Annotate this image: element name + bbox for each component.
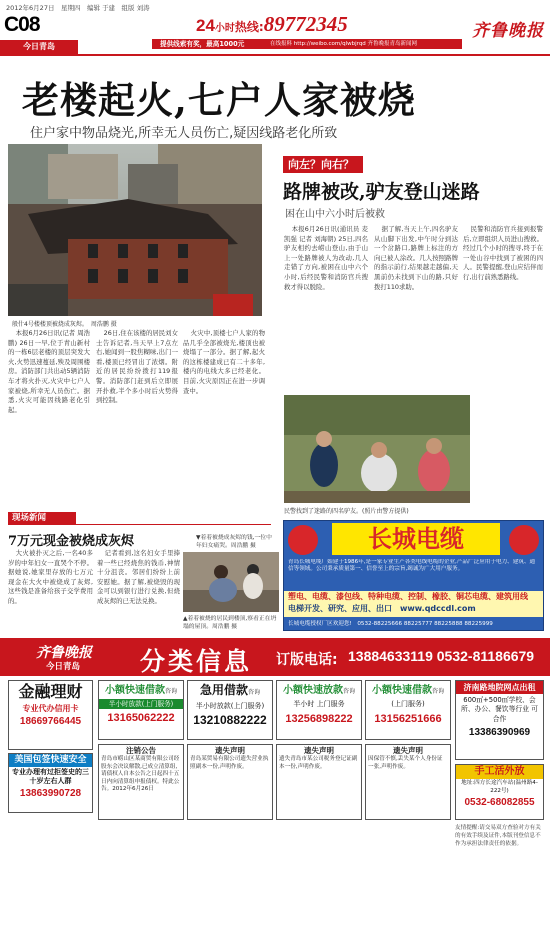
classified-logo-sub: 今日青岛 xyxy=(46,662,81,672)
third-title: 7万元现金被烧成灰烬 xyxy=(8,534,135,549)
second-column-3: 民警和消防官兵接到报警后,立即组织人员进山搜救。经过几个小时的搜寻,终于在一处山谷中找到了被困的四人。民警提醒,登山应结伴而行,出行前熟悉路线。 xyxy=(463,225,543,281)
lead-subtitle: 住户家中物品烧光,所幸无人员伤亡,疑因线路老化所致 xyxy=(30,126,338,141)
ad-loan-2: 急用借款咨询 半小时放款(上门服务) 13210882222 xyxy=(187,680,273,740)
second-kicker: 向左？向右？ xyxy=(283,156,363,173)
great-wall-cable-ad xyxy=(283,520,544,631)
second-column-2: 据了解,当天上午,四名驴友从山脚下出发,中午时分到达一个岔路口,路牌上标注的方向已被人涂改。几人按照路牌的指示前行,结果越走越偏,天黑前仍未找到下山的路,只好拨打110求助。 xyxy=(374,225,458,291)
lead-column-2: 26日,住在该楼的居民刘女士告诉记者,当天早上7点左右,她闻到一股焦糊味,出门一看,楼顶已经冒出了浓烟。附近的居民纷纷拨打119报警。消防部门赶到后立即展开扑救,半个多小时后火势得到控制。 xyxy=(96,329,178,405)
rescue-scene-image xyxy=(284,395,470,503)
crying-woman-image xyxy=(183,552,279,612)
second-title: 路牌被改,驴友登山迷路 xyxy=(283,181,480,203)
disclaimer: 友情提醒:请交易双方查验对方有关的有效手续及证件,本版刊登信息不作为承担法律责任的依据。 xyxy=(455,825,541,847)
lead-column-1: 本报6月26日讯(记者 周浩鹏) 26日一早,位于青山新村的一栋6层老楼的顶层突发大火,火势迅速蔓延,殃及周围楼房。消防部门共出动5辆消防车才将火扑灭,火灾中七户人家被烧,所幸无人员伤亡。据悉,火灾可能因线路老化引起。 xyxy=(8,329,90,414)
lead-column-3: 火灾中,顶楼七户人家的物品几乎全部被烧光,楼顶也被烧塌了一部分。据了解,起火的这栋楼建成已有二十多年,楼内的电线大多已经老化。目前,火灾原因正在进一步调查中。 xyxy=(183,329,265,395)
ad-loan-1: 小额快速借款咨询 半小时放款(上门服务) 13165062222 xyxy=(98,680,184,740)
third-rule xyxy=(76,524,271,525)
second-deck: 困在山中六小时后被救 xyxy=(285,209,385,220)
lead-photo xyxy=(8,144,262,316)
ad-logo-right xyxy=(509,525,539,555)
ad-us-visa: 美国包签快速安全 专业办理有过拒签史的三十岁左右人群 13863990728 xyxy=(8,753,93,813)
second-column-1: 本报6月26日讯(通讯员 麦凯强 记者 刘海朝) 25日,四名驴友相约去崂山登山,由于山上一处路牌被人为改动,几人走错了方向,被困在山中六个小时,后经民警和消防官兵搜救才得以脱险。 xyxy=(284,225,368,291)
third-photo xyxy=(183,552,279,612)
second-photo-caption: 民警找到了迷路的四名驴友。(照片由警方提供) xyxy=(284,508,409,515)
notice-cancel: 注销公告 青岛市崂山区某商贸有限公司经股东会决议解散,已成立清算组,请债权人自本公告之日起四十五日内向清算组申报债权。特此公告。2012年6月26日 xyxy=(98,744,184,820)
ad-handwork: 手工活外放 地址:四方长途汽车站(温州路4-222号) 0532-68082855 xyxy=(455,764,544,820)
third-column-2: 记者看到,这名妇女手里捧着一些已经烧焦的钱币,神情十分沮丧。邻居们纷纷上前安慰她。据了解,被烧毁的现金可以到银行进行兑换,但烧成灰烬的已无法兑换。 xyxy=(97,549,180,605)
ad-loan-4: 小额快速借款咨询 (上门服务) 13156251666 xyxy=(365,680,451,740)
ad-products: 塑电、电缆、漆包线、特种电缆、控制、橡胶、铜芯电缆、建筑用线 电梯开发、研究、应用、出口 www.qdccdl.com xyxy=(284,591,543,617)
date-line: 2012年6月27日 星期四 编辑 于建 组版 刘涛 xyxy=(6,4,150,12)
page-number: C08 xyxy=(4,13,40,36)
masthead xyxy=(0,0,550,56)
third-photo2-caption: ▲着着被烧的居民到楼顶,察看正在坍塌的屋顶。周浩鹏 摄 xyxy=(183,616,277,630)
lead-title: 老楼起火,七户人家被烧 xyxy=(22,78,416,122)
notice-lost-2: 遗失声明 遗失青岛市某公司税务登记证副本一份,声明作废。 xyxy=(276,744,362,820)
ad-title: 长城电缆 xyxy=(332,523,500,555)
ad-finance: 金融理财 专业代办信用卡 18669766445 xyxy=(8,680,93,750)
second-photo xyxy=(284,395,470,503)
lead-photo-caption: 般什4号楼楼顶被烧成灰烬。 周浩鹏 摄 xyxy=(12,321,117,328)
ad-body: 青岛长城电缆厂始建于1986年,是一家专业生产各类电线电缆的企业,产品广泛应用于电力、建筑、通信等领域。公司秉承质量第一、信誉至上的宗旨,竭诚为广大用户服务。 xyxy=(288,559,536,573)
third-photo1-caption: ▼着着被烧成灰烬的钱,一位中年妇女痛哭。周浩鹏 摄 xyxy=(196,535,272,549)
classified-phone-label: 订版电话: xyxy=(276,652,338,668)
notice-lost-1: 遗失声明 青岛某贸易有限公司遗失营业执照副本一份,声明作废。 xyxy=(187,744,273,820)
notice-lost-3: 遗失声明 因保管不慎,丢失某个人身份证一张,声明作废。 xyxy=(365,744,451,820)
ad-rental: 济南路地院网点出租 600㎡+500㎡学校、会所、办公、餐饮等行业 可合作 13386390969 xyxy=(455,680,544,760)
ad-address: 长城电缆授权厂区欢迎您! 0532-88225666 88225777 88225888 88225999 xyxy=(288,621,493,627)
section-tag: 今日青岛 xyxy=(0,40,78,54)
third-kicker: 现场新闻 xyxy=(8,512,76,525)
masthead-rule xyxy=(0,54,550,56)
fire-building-image xyxy=(8,144,262,316)
ad-loan-3: 小额快速放款咨询 半小时 上门服务 13256898222 xyxy=(276,680,362,740)
classified-phone: 13884633119 0532-81186679 xyxy=(348,648,535,664)
classified-header xyxy=(0,638,550,676)
third-column-1: 大火被扑灭之后,一名40多岁的中年妇女一直哭个不停。据她说,她家里存放的七万元现金在大火中被烧成了灰烬,这些钱是准备给孩子交学费用的。 xyxy=(8,549,93,605)
classified-title: 分类信息 xyxy=(140,647,253,676)
hotline: 24小时热线:89772345 xyxy=(196,12,348,36)
classified-logo: 齐鲁晚报 xyxy=(36,645,92,661)
newspaper-logo: 齐鲁晚报 xyxy=(472,21,544,41)
hotline-sub-bar: 提供线索有奖，最高1000元 在线报料 http://weibo.com/qlwbjrqd 齐鲁晚报青岛新闻网 xyxy=(152,39,462,49)
ad-logo-left xyxy=(288,525,318,555)
